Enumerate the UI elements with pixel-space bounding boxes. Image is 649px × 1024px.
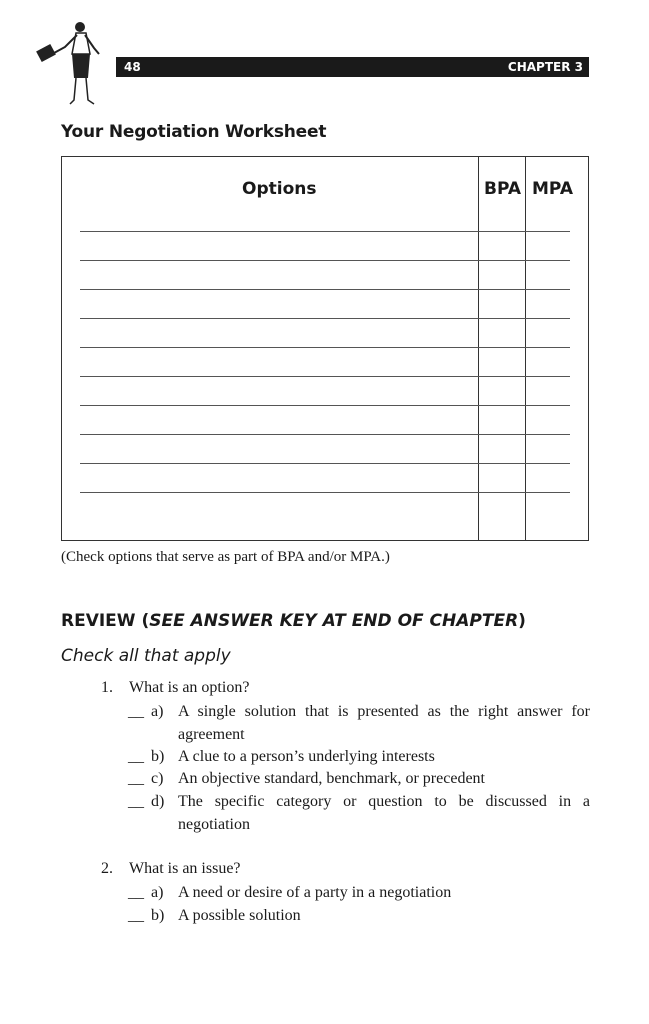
column-divider [478,157,479,540]
worksheet-line [80,463,570,464]
answer-option [128,701,590,746]
review-heading-main: REVIEW ( [61,611,150,631]
answer-blank[interactable]: __ [128,793,144,810]
answer-option [128,882,590,905]
option-letter: a) [151,884,164,901]
worksheet-line [80,376,570,377]
option-text: A single solution that is presented as the right answer for agreement [178,703,590,743]
worksheet-caption: (Check options that serve as part of BPA and/or MPA.) [61,549,390,565]
review-heading-close: ) [518,611,526,631]
question-number: 2. [101,860,113,877]
column-divider [525,157,526,540]
chapter-label: CHAPTER 3 [507,60,583,74]
option-text: A need or desire of a party in a negotiation [178,884,452,901]
worksheet-title: Your Negotiation Worksheet [61,122,327,142]
negotiation-worksheet-table [61,156,589,541]
option-letter: c) [151,770,164,787]
answer-blank[interactable]: __ [128,884,144,901]
mpa-column-header: MPA [532,179,573,199]
worksheet-line [80,260,570,261]
answer-blank[interactable]: __ [128,770,144,787]
review-heading-emphasis: SEE ANSWER KEY AT END OF CHAPTER [149,611,519,631]
chapter-header-bar [116,57,589,77]
option-letter: b) [151,748,165,765]
answer-option [128,768,590,791]
answer-blank[interactable]: __ [128,703,144,720]
question [101,860,241,878]
worksheet-line [80,289,570,290]
answer-option [128,905,590,928]
options-column-header: Options [242,179,317,199]
option-text: The specific category or question to be discussed in a negotiation [178,793,590,833]
answer-blank[interactable]: __ [128,907,144,924]
question [101,679,249,697]
worksheet-line [80,347,570,348]
question-text: What is an option? [129,679,250,696]
worksheet-line [80,318,570,319]
worksheet-line [80,231,570,232]
answer-option [128,791,590,836]
businesswoman-illustration [28,18,108,108]
option-letter: a) [151,703,164,720]
answer-option [128,746,590,769]
worksheet-line [80,492,570,493]
review-instruction: Check all that apply [61,646,231,666]
worksheet-line [80,405,570,406]
worksheet-line [80,434,570,435]
option-text: A clue to a person’s underlying interests [178,748,435,765]
review-heading [61,611,526,631]
option-letter: b) [151,907,165,924]
question-number: 1. [101,679,113,696]
option-text: A possible solution [178,907,301,924]
option-letter: d) [151,793,165,810]
answer-blank[interactable]: __ [128,748,144,765]
question-text: What is an issue? [129,860,241,877]
page-number: 48 [124,60,141,74]
option-text: An objective standard, benchmark, or precedent [178,770,485,787]
bpa-column-header: BPA [484,179,522,199]
